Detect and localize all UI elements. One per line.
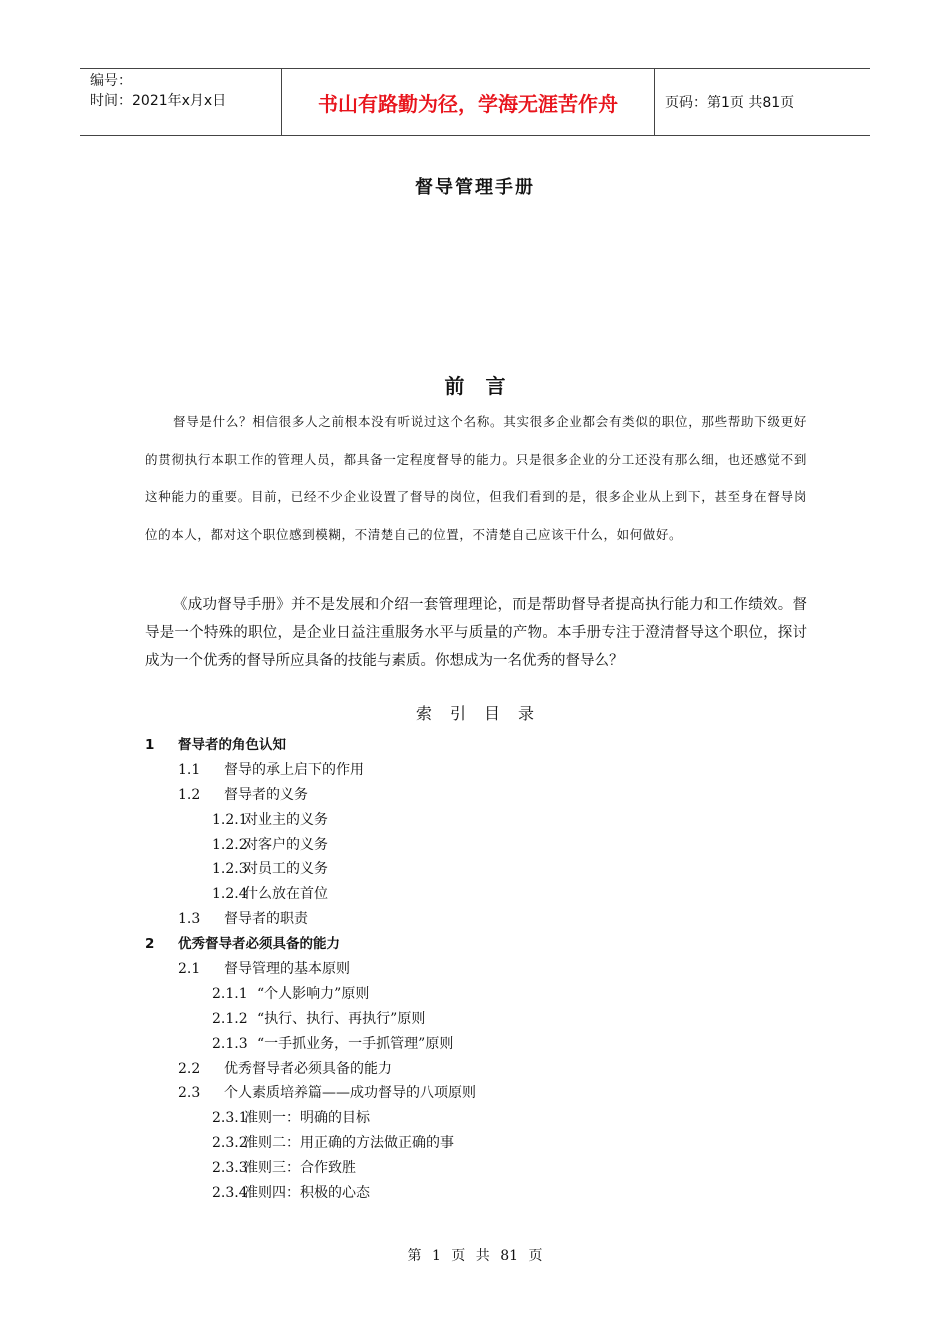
toc-entry: [145, 783, 805, 808]
toc-entry-text: 准则二：用正确的方法做正确的事: [244, 1135, 454, 1152]
toc-entry-number: 2.3: [178, 1085, 201, 1102]
toc-entry-number: 1.2.2: [212, 836, 248, 853]
toc-entry-number: 2.3.2: [212, 1135, 248, 1152]
toc-entry-number: 1.2.4: [212, 886, 248, 903]
toc-entry-number: 2.3.3: [212, 1160, 248, 1177]
page-footer: 第 1 页 共 81 页: [407, 1248, 543, 1264]
header-meta: [80, 69, 281, 135]
toc-entry-text: “个人影响力”原则: [257, 985, 370, 1002]
toc-entry: [145, 1131, 805, 1156]
toc-entry-text: 督导的承上启下的作用: [224, 761, 364, 778]
toc-entry-text: “执行、执行、再执行”原则: [257, 1010, 426, 1027]
toc-entry: [145, 1007, 805, 1032]
header-motto: 书山有路勤为径，学海无涯苦作舟: [281, 69, 655, 135]
toc-entry: [145, 882, 805, 907]
toc-entry: [145, 758, 805, 783]
toc-entry: [145, 733, 805, 758]
toc-entry-text: 督导管理的基本原则: [224, 961, 350, 978]
toc-entry-text: 对客户的义务: [244, 836, 328, 853]
toc-entry-number: 2.1.1: [212, 985, 248, 1002]
toc-entry-text: 个人素质培养篇——成功督导的八项原则: [224, 1085, 476, 1102]
toc-entry-text: 对业主的义务: [244, 811, 328, 828]
toc-entry-number: 1.1: [178, 761, 201, 778]
toc-entry-number: 2.1.2: [212, 1010, 248, 1027]
toc-entry: [145, 957, 805, 982]
toc-entry-number: 1.3: [178, 911, 201, 928]
toc-entry: [145, 833, 805, 858]
header-page-info: 页码：第1页 共81页: [665, 95, 795, 111]
document-title: 督导管理手册: [415, 177, 535, 198]
toc-entry-number: 2.2: [178, 1060, 201, 1077]
document-time-label: 时间：2021年x月x日: [90, 93, 227, 109]
document-number-label: 编号：: [90, 73, 132, 89]
toc-entry: [145, 982, 805, 1007]
toc-entry: [145, 1181, 805, 1206]
table-of-contents: [145, 733, 805, 1206]
toc-entry: [145, 907, 805, 932]
toc-entry-number: 1.2.1: [212, 811, 248, 828]
toc-entry-text: “一手抓业务，一手抓管理”原则: [257, 1035, 454, 1052]
toc-entry: [145, 1106, 805, 1131]
preface-paragraph-1: 督导是什么？相信很多人之前根本没有听说过这个名称。其实很多企业都会有类似的职位，那些帮助下级更好的贯彻执行本职工作的管理人员，都具备一定程度督导的能力。只是很多企业的分工还没有那么细，也还感觉不到这种能力的重要。目前，已经不少企业设置了督导的岗位，但我们看到的是，很多企业从上到下，甚至身在督导岗位的本人，都对这个职位感到模糊，不清楚自己的位置，不清楚自己应该干什么，如何做好。: [145, 414, 807, 542]
toc-title: 索引目录: [415, 704, 552, 723]
toc-entry: [145, 1156, 805, 1181]
toc-entry-text: 督导者的义务: [224, 786, 308, 803]
toc-entry-number: 2.3.1: [212, 1110, 248, 1127]
toc-entry-text: 准则三：合作致胜: [244, 1160, 356, 1177]
toc-entry: [145, 1032, 805, 1057]
toc-entry-text: 对员工的义务: [244, 861, 328, 878]
toc-entry: [145, 808, 805, 833]
toc-entry-text: 优秀督导者必须具备的能力: [224, 1060, 392, 1077]
toc-entry-number: 1.2.3: [212, 861, 248, 878]
preface-title: 前 言: [444, 374, 506, 398]
toc-entry-number: 2.3.4: [212, 1185, 248, 1202]
toc-entry-number: 1: [145, 737, 155, 753]
toc-entry-number: 1.2: [178, 786, 201, 803]
toc-entry-number: 2: [145, 936, 155, 953]
toc-entry: [145, 1081, 805, 1106]
toc-entry: [145, 932, 805, 957]
toc-entry-number: 2.1: [178, 961, 201, 978]
toc-entry-number: 2.1.3: [212, 1035, 248, 1052]
toc-entry-text: 督导者的角色认知: [178, 737, 286, 753]
toc-entry-text: 准则一：明确的目标: [244, 1110, 370, 1127]
toc-entry: [145, 1057, 805, 1082]
toc-entry-text: 准则四：积极的心态: [244, 1185, 370, 1202]
toc-entry-text: 什么放在首位: [244, 886, 328, 903]
toc-entry-text: 督导者的职责: [224, 911, 308, 928]
preface-paragraph-2: 《成功督导手册》并不是发展和介绍一套管理理论，而是帮助督导者提高执行能力和工作绩效。督导是一个特殊的职位，是企业日益注重服务水平与质量的产物。本手册专注于澄清督导这个职位，探讨成为一个优秀的督导所应具备的技能与素质。你想成为一名优秀的督导么？: [145, 597, 807, 669]
toc-entry: [145, 857, 805, 882]
toc-entry-text: 优秀督导者必须具备的能力: [178, 936, 340, 953]
page-header: [80, 68, 870, 136]
